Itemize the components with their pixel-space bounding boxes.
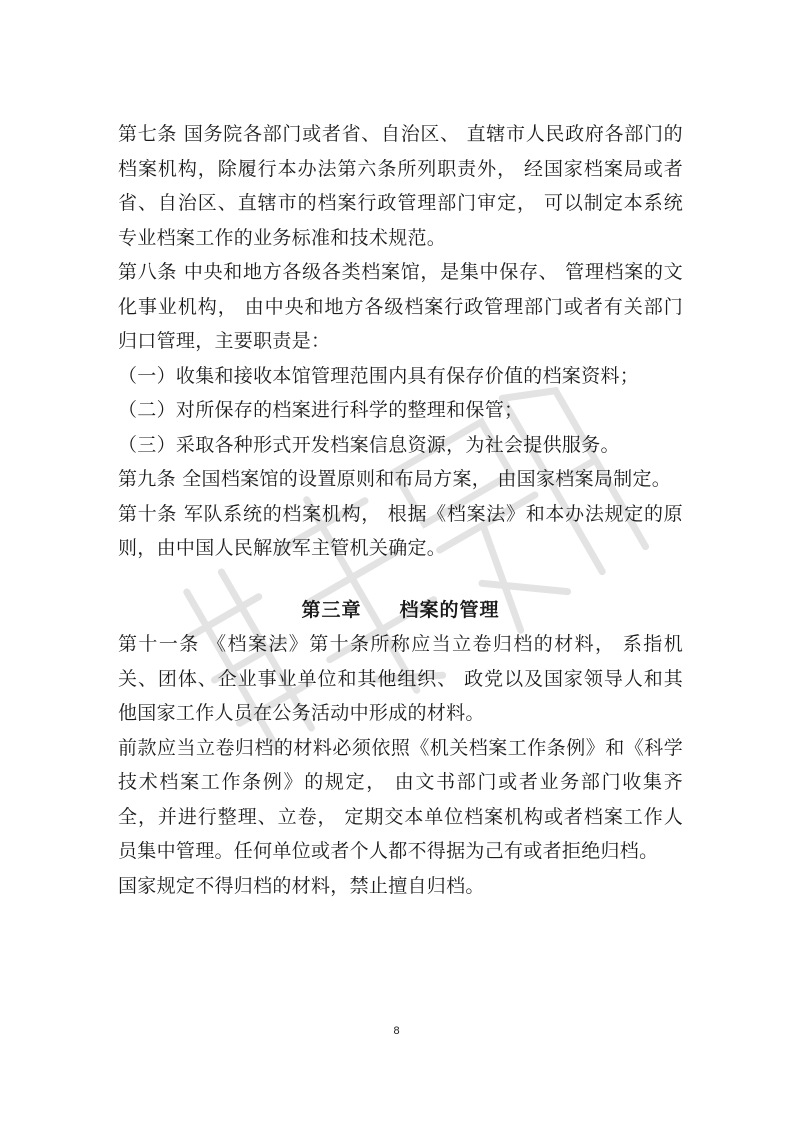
chapter-heading (118, 593, 683, 628)
article-8: 第八条 中央和地方各级各类档案馆，是集中保存、 管理档案的文化事业机构， 由中央和地方各级档案行政管理部门或者有关部门归口管理，主要职责是： (118, 261, 683, 352)
article-11-paragraph-2: 前款应当立卷归档的材料必须依照《机关档案工作条例》和《科学技术档案工作条例》的规定， 由文书部门或者业务部门收集齐全，并进行整理、立卷， 定期交本单位档案机构或者档案工作人员集中管理。任何单位或者个人都不得据为己有或者拒绝归档。 (118, 736, 683, 862)
article-8-item-2: （二）对所保存的档案进行科学的整理和保管； (118, 399, 524, 421)
article-7: 第七条 国务院各部门或者省、自治区、 直辖市人民政府各部门的档案机构，除履行本办法第六条所列职责外， 经国家档案局或者省、自治区、直辖市的档案行政管理部门审定， 可以制定本系统专业档案工作的业务标准和技术规范。 (118, 123, 683, 249)
chapter-number: 第三章 (301, 598, 362, 621)
chapter-title: 档案的管理 (399, 598, 500, 621)
document-body (118, 117, 683, 903)
page-number: 8 (393, 1025, 400, 1037)
article-9: 第九条 全国档案馆的设置原则和布局方案， 由国家档案局制定。 (118, 468, 672, 490)
article-8-item-3: （三）采取各种形式开发档案信息资源，为社会提供服务。 (118, 433, 620, 456)
article-10: 第十条 军队系统的档案机构， 根据《档案法》和本办法规定的原则，由中国人民解放军主管机关确定。 (118, 502, 683, 559)
article-11: 第十一条 《档案法》第十条所称应当立卷归档的材料， 系指机关、团体、企业事业单位和其他组织、 政党以及国家领导人和其他国家工作人员在公务活动中形成的材料。 (118, 633, 683, 724)
article-11-paragraph-3: 国家规定不得归档的材料，禁止擅自归档。 (118, 874, 485, 897)
article-8-item-1: （一）收集和接收本馆管理范围内具有保存价值的档案资料； (118, 364, 640, 387)
